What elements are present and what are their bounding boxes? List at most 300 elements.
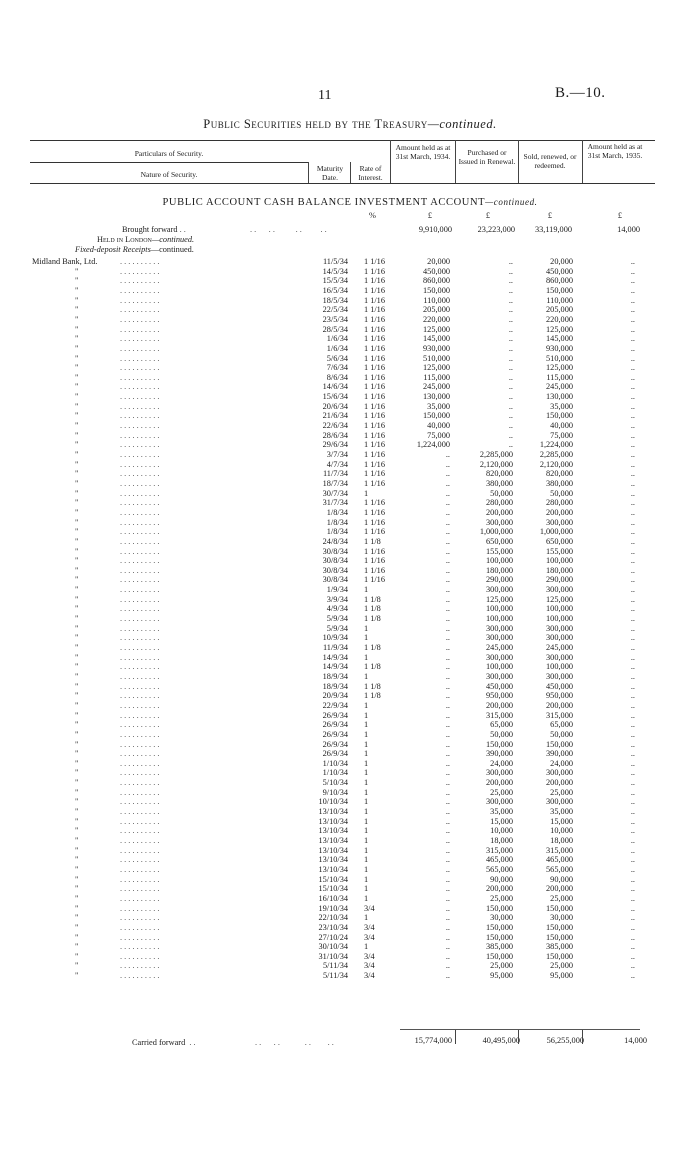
row-purchased: ..	[508, 324, 513, 334]
row-dot-leader: . . . . . . . . . .	[120, 932, 160, 942]
row-dot-leader: . . . . . . . . . .	[120, 614, 160, 624]
row-rate: 1 1/16	[364, 266, 385, 276]
row-dot-leader: . . . . . . . . . .	[120, 787, 160, 797]
row-held-1934: ..	[445, 836, 450, 845]
row-dot-leader: . . . . . . . . . .	[120, 855, 160, 865]
row-rate: 1	[364, 836, 369, 845]
row-held-1935: ..	[630, 951, 635, 961]
row-held-1935: ..	[630, 295, 635, 305]
row-dot-leader: . . . . . . . . . .	[120, 585, 160, 595]
row-holder-ditto: "	[75, 778, 79, 788]
row-purchased: 650,000	[486, 536, 513, 546]
row-held-1935: ..	[630, 604, 635, 614]
row-held-1935: ..	[630, 305, 635, 315]
row-sold: 300,000	[546, 652, 573, 662]
row-maturity-date: 1/6/34	[326, 334, 348, 344]
row-holder-ditto: "	[75, 295, 79, 305]
row-held-1934: ..	[445, 749, 450, 759]
row-purchased: ..	[508, 343, 513, 353]
row-rate: 1 1/16	[364, 440, 385, 450]
row-held-1935: ..	[630, 536, 635, 546]
row-maturity-date: 14/5/34	[322, 266, 348, 276]
row-rate: 1	[364, 893, 369, 903]
row-holder-ditto: "	[75, 363, 79, 373]
header-bottom-rule	[30, 183, 655, 184]
carried-forward-label: Carried forward . .	[132, 1038, 196, 1047]
row-purchased: ..	[508, 266, 513, 276]
row-purchased: 300,000	[486, 652, 513, 662]
row-dot-leader: . . . . . . . . . .	[120, 874, 160, 884]
row-dot-leader: . . . . . . . . . .	[120, 575, 160, 585]
row-holder-ditto: "	[75, 392, 79, 402]
row-sold: 200,000	[546, 507, 573, 517]
row-purchased: 300,000	[486, 671, 513, 681]
row-sold: 125,000	[546, 324, 573, 334]
row-purchased: 465,000	[486, 855, 513, 865]
row-sold: 385,000	[546, 942, 573, 952]
row-purchased: 385,000	[486, 942, 513, 952]
row-rate: 1 1/16	[364, 276, 385, 286]
row-maturity-date: 28/5/34	[322, 324, 348, 334]
row-held-1934: ..	[445, 507, 450, 517]
row-rate: 3/4	[364, 903, 375, 913]
header-divider-5	[518, 140, 519, 183]
row-rate: 1 1/16	[364, 285, 385, 295]
row-held-1934: ..	[445, 710, 450, 720]
row-rate: 3/4	[364, 922, 375, 932]
row-sold: 200,000	[546, 884, 573, 894]
row-rate: 1	[364, 787, 369, 797]
row-held-1934: 145,000	[423, 334, 450, 344]
row-held-1935: ..	[630, 922, 635, 932]
row-sold: 820,000	[546, 469, 573, 479]
row-sold: 220,000	[546, 314, 573, 324]
row-rate: 1 1/16	[364, 459, 385, 469]
row-held-1934: 510,000	[423, 353, 450, 363]
row-held-1935: ..	[630, 276, 635, 286]
row-held-1934: ..	[445, 488, 450, 498]
row-rate: 1 1/16	[364, 353, 385, 363]
held-in-london-heading: Held in London—continued.	[97, 235, 195, 244]
row-maturity-date: 30/10/34	[318, 942, 348, 952]
row-held-1935: ..	[630, 768, 635, 778]
page-title-continued: —continued.	[427, 117, 497, 131]
row-holder-ditto: "	[75, 469, 79, 479]
row-sold: 200,000	[546, 700, 573, 710]
row-purchased: ..	[508, 382, 513, 392]
carried-forward-held-1934: 15,774,000	[414, 1036, 452, 1045]
row-sold: 300,000	[546, 585, 573, 595]
row-held-1934: ..	[445, 739, 450, 749]
row-dot-leader: . . . . . . . . . .	[120, 807, 160, 817]
row-held-1935: ..	[630, 864, 635, 874]
row-held-1934: ..	[445, 633, 450, 643]
row-holder-ditto: "	[75, 932, 79, 942]
row-dot-leader: . . . . . . . . . .	[120, 864, 160, 874]
row-holder-ditto: "	[75, 305, 79, 315]
row-dot-leader: . . . . . . . . . .	[120, 430, 160, 440]
row-maturity-date: 16/5/34	[322, 285, 348, 295]
row-rate: 1	[364, 768, 369, 778]
row-maturity-date: 1/10/34	[322, 758, 348, 768]
row-purchased: 950,000	[486, 691, 513, 701]
header-nature: Nature of Security.	[140, 170, 198, 179]
row-held-1935: ..	[630, 324, 635, 334]
row-holder-ditto: "	[75, 903, 79, 913]
row-maturity-date: 30/8/34	[322, 565, 348, 575]
row-held-1935: ..	[630, 720, 635, 730]
row-sold: 300,000	[546, 671, 573, 681]
row-held-1934: 150,000	[423, 285, 450, 295]
row-held-1935: ..	[630, 527, 635, 537]
row-held-1934: ..	[445, 758, 450, 768]
row-sold: 150,000	[546, 903, 573, 913]
row-held-1934: ..	[445, 459, 450, 469]
row-holder-ditto: "	[75, 430, 79, 440]
header-held-1934: Amount held as at 31st March, 1934.	[395, 143, 451, 161]
row-sold: 95,000	[550, 971, 573, 981]
row-purchased: 10,000	[490, 826, 513, 836]
row-holder-ditto: "	[75, 768, 79, 778]
row-held-1934: 20,000	[427, 257, 450, 266]
row-holder-ditto: "	[75, 643, 79, 652]
row-held-1934: ..	[445, 729, 450, 739]
row-holder-ditto: "	[75, 285, 79, 295]
row-purchased: 200,000	[486, 700, 513, 710]
row-held-1934: ..	[445, 720, 450, 730]
row-holder-ditto: "	[75, 942, 79, 952]
row-holder-ditto: "	[75, 807, 79, 817]
row-holder-ditto: "	[75, 517, 79, 527]
row-sold: 20,000	[550, 257, 573, 266]
row-held-1935: ..	[630, 691, 635, 701]
row-sold: 300,000	[546, 768, 573, 778]
row-maturity-date: 30/7/34	[322, 488, 348, 498]
row-purchased: 100,000	[486, 662, 513, 672]
row-sold: 10,000	[550, 826, 573, 836]
row-rate: 1 1/16	[364, 257, 385, 266]
row-held-1935: ..	[630, 343, 635, 353]
row-holder-name: Midland Bank, Ltd.	[32, 257, 98, 266]
row-maturity-date: 13/10/34	[318, 826, 348, 836]
row-maturity-date: 3/9/34	[326, 594, 348, 604]
row-purchased: ..	[508, 411, 513, 421]
row-purchased: 2,120,000	[479, 459, 513, 469]
row-holder-ditto: "	[75, 353, 79, 363]
page-reference: B.—10.	[555, 85, 606, 101]
row-held-1934: 35,000	[427, 401, 450, 411]
row-rate: 1 1/16	[364, 450, 385, 459]
row-dot-leader: . . . . . . . . . .	[120, 942, 160, 952]
header-top-rule	[30, 140, 655, 141]
row-maturity-date: 15/10/34	[318, 884, 348, 894]
row-rate: 1	[364, 729, 369, 739]
row-purchased: 25,000	[490, 961, 513, 971]
row-dot-leader: . . . . . . . . . .	[120, 749, 160, 759]
row-holder-ditto: "	[75, 874, 79, 884]
row-held-1934: 130,000	[423, 392, 450, 402]
row-dot-leader: . . . . . . . . . .	[120, 565, 160, 575]
row-maturity-date: 8/6/34	[326, 372, 348, 382]
row-sold: 510,000	[546, 353, 573, 363]
row-held-1934: ..	[445, 594, 450, 604]
row-maturity-date: 5/9/34	[326, 623, 348, 633]
row-sold: 90,000	[550, 874, 573, 884]
row-sold: 1,224,000	[539, 440, 573, 450]
row-rate: 1	[364, 488, 369, 498]
row-sold: 300,000	[546, 517, 573, 527]
row-sold: 110,000	[546, 295, 573, 305]
row-dot-leader: . . . . . . . . . .	[120, 353, 160, 363]
row-rate: 3/4	[364, 932, 375, 942]
row-held-1935: ..	[630, 430, 635, 440]
row-dot-leader: . . . . . . . . . .	[120, 507, 160, 517]
row-purchased: 95,000	[490, 971, 513, 981]
row-rate: 1	[364, 700, 369, 710]
row-holder-ditto: "	[75, 527, 79, 537]
row-sold: 150,000	[546, 411, 573, 421]
row-holder-ditto: "	[75, 913, 79, 923]
row-held-1935: ..	[630, 836, 635, 845]
row-sold: 100,000	[546, 614, 573, 624]
row-dot-leader: . . . . . . . . . .	[120, 778, 160, 788]
header-purchased: Purchased or Issued in Renewal.	[458, 148, 516, 166]
row-maturity-date: 13/10/34	[318, 864, 348, 874]
row-sold: 150,000	[546, 739, 573, 749]
row-holder-ditto: "	[75, 710, 79, 720]
row-held-1935: ..	[630, 874, 635, 884]
row-purchased: 15,000	[490, 816, 513, 826]
row-held-1934: ..	[445, 604, 450, 614]
row-purchased: ..	[508, 401, 513, 411]
row-holder-ditto: "	[75, 556, 79, 566]
row-dot-leader: . . . . . . . . . .	[120, 710, 160, 720]
row-sold: 150,000	[546, 922, 573, 932]
row-held-1934: ..	[445, 450, 450, 459]
row-sold: 25,000	[550, 893, 573, 903]
row-sold: 125,000	[546, 594, 573, 604]
row-dot-leader: . . . . . . . . . .	[120, 459, 160, 469]
row-dot-leader: . . . . . . . . . .	[120, 671, 160, 681]
section-title	[0, 197, 700, 208]
row-held-1934: ..	[445, 614, 450, 624]
row-holder-ditto: "	[75, 266, 79, 276]
row-maturity-date: 14/6/34	[322, 382, 348, 392]
row-dot-leader: . . . . . . . . . .	[120, 478, 160, 488]
row-held-1935: ..	[630, 855, 635, 865]
page-title	[0, 117, 700, 132]
row-rate: 1 1/8	[364, 643, 381, 652]
row-holder-ditto: "	[75, 546, 79, 556]
row-dot-leader: . . . . . . . . . .	[120, 826, 160, 836]
row-held-1935: ..	[630, 787, 635, 797]
brought-forward-purchased: 23,223,000	[477, 225, 515, 234]
row-held-1934: 125,000	[423, 363, 450, 373]
row-held-1934: ..	[445, 517, 450, 527]
row-holder-ditto: "	[75, 826, 79, 836]
header-held-1935: Amount held as at 31st March, 1935.	[587, 142, 643, 160]
row-rate: 1	[364, 623, 369, 633]
row-dot-leader: . . . . . . . . . .	[120, 266, 160, 276]
row-sold: 205,000	[546, 305, 573, 315]
row-purchased: 300,000	[486, 633, 513, 643]
row-sold: 100,000	[546, 556, 573, 566]
row-purchased: 245,000	[486, 643, 513, 652]
row-purchased: 180,000	[486, 565, 513, 575]
row-held-1934: 115,000	[423, 372, 450, 382]
row-rate: 1	[364, 758, 369, 768]
row-held-1935: ..	[630, 266, 635, 276]
row-rate: 1	[364, 710, 369, 720]
row-holder-ditto: "	[75, 585, 79, 595]
page-number: 11	[318, 88, 332, 103]
row-maturity-date: 18/5/34	[322, 295, 348, 305]
row-sold: 465,000	[546, 855, 573, 865]
row-purchased: 25,000	[490, 893, 513, 903]
row-holder-ditto: "	[75, 334, 79, 344]
row-rate: 1	[364, 633, 369, 643]
row-holder-ditto: "	[75, 565, 79, 575]
row-sold: 65,000	[550, 720, 573, 730]
row-sold: 130,000	[546, 392, 573, 402]
row-held-1934: ..	[445, 797, 450, 807]
row-dot-leader: . . . . . . . . . .	[120, 498, 160, 508]
row-holder-ditto: "	[75, 971, 79, 981]
row-maturity-date: 20/9/34	[322, 691, 348, 701]
row-held-1934: ..	[445, 913, 450, 923]
unit-purchased: £	[485, 211, 491, 220]
row-holder-ditto: "	[75, 450, 79, 459]
row-purchased: 150,000	[486, 739, 513, 749]
row-held-1935: ..	[630, 971, 635, 981]
row-holder-ditto: "	[75, 401, 79, 411]
row-holder-ditto: "	[75, 276, 79, 286]
row-sold: 390,000	[546, 749, 573, 759]
row-maturity-date: 22/10/34	[318, 913, 348, 923]
row-holder-ditto: "	[75, 816, 79, 826]
row-purchased: 300,000	[486, 517, 513, 527]
row-maturity-date: 15/6/34	[322, 392, 348, 402]
row-held-1935: ..	[630, 498, 635, 508]
row-dot-leader: . . . . . . . . . .	[120, 295, 160, 305]
row-holder-ditto: "	[75, 787, 79, 797]
row-purchased: 315,000	[486, 845, 513, 855]
row-holder-ditto: "	[75, 951, 79, 961]
row-held-1934: ..	[445, 826, 450, 836]
row-maturity-date: 5/9/34	[326, 614, 348, 624]
row-sold: 15,000	[550, 816, 573, 826]
row-dot-leader: . . . . . . . . . .	[120, 421, 160, 431]
row-maturity-date: 29/6/34	[322, 440, 348, 450]
total-divider-1	[455, 1030, 456, 1044]
row-holder-ditto: "	[75, 662, 79, 672]
row-rate: 1	[364, 826, 369, 836]
row-dot-leader: . . . . . . . . . .	[120, 334, 160, 344]
row-holder-ditto: "	[75, 671, 79, 681]
row-purchased: 155,000	[486, 546, 513, 556]
row-maturity-date: 14/9/34	[322, 662, 348, 672]
row-held-1935: ..	[630, 392, 635, 402]
row-held-1935: ..	[630, 478, 635, 488]
row-rate: 1	[364, 585, 369, 595]
row-held-1934: 930,000	[423, 343, 450, 353]
row-sold: 1,000,000	[539, 527, 573, 537]
row-dot-leader: . . . . . . . . . .	[120, 372, 160, 382]
row-purchased: 125,000	[486, 594, 513, 604]
row-dot-leader: . . . . . . . . . .	[120, 845, 160, 855]
row-dot-leader: . . . . . . . . . .	[120, 681, 160, 691]
header-sold: Sold, renewed, or redeemed.	[523, 152, 577, 170]
row-held-1934: ..	[445, 623, 450, 633]
row-rate: 1	[364, 942, 369, 952]
row-held-1935: ..	[630, 546, 635, 556]
row-purchased: 100,000	[486, 604, 513, 614]
row-held-1935: ..	[630, 807, 635, 817]
row-held-1934: ..	[445, 807, 450, 817]
row-holder-ditto: "	[75, 797, 79, 807]
row-maturity-date: 31/10/34	[318, 951, 348, 961]
row-sold: 155,000	[546, 546, 573, 556]
row-sold: 300,000	[546, 623, 573, 633]
row-sold: 35,000	[550, 401, 573, 411]
row-purchased: 150,000	[486, 922, 513, 932]
row-sold: 930,000	[546, 343, 573, 353]
row-purchased: 1,000,000	[479, 527, 513, 537]
row-rate: 1 1/16	[364, 575, 385, 585]
row-rate: 1	[364, 749, 369, 759]
row-rate: 1	[364, 671, 369, 681]
row-maturity-date: 13/10/34	[318, 807, 348, 817]
row-dot-leader: . . . . . . . . . .	[120, 594, 160, 604]
row-held-1935: ..	[630, 758, 635, 768]
row-dot-leader: . . . . . . . . . .	[120, 971, 160, 981]
header-divider-3	[390, 140, 391, 183]
row-rate: 1 1/8	[364, 604, 381, 614]
row-dot-leader: . . . . . . . . . .	[120, 257, 160, 266]
row-purchased: ..	[508, 295, 513, 305]
row-maturity-date: 26/9/34	[322, 729, 348, 739]
row-dot-leader: . . . . . . . . . .	[120, 893, 160, 903]
carried-forward-leader: . . . . . . . .	[255, 1038, 334, 1047]
row-held-1935: ..	[630, 382, 635, 392]
row-maturity-date: 13/10/34	[318, 836, 348, 845]
row-maturity-date: 13/10/34	[318, 845, 348, 855]
row-held-1934: 75,000	[427, 430, 450, 440]
row-maturity-date: 18/7/34	[322, 478, 348, 488]
row-held-1934: 125,000	[423, 324, 450, 334]
row-rate: 1 1/16	[364, 430, 385, 440]
row-purchased: 30,000	[490, 913, 513, 923]
row-holder-ditto: "	[75, 864, 79, 874]
row-dot-leader: . . . . . . . . . .	[120, 700, 160, 710]
row-sold: 450,000	[546, 266, 573, 276]
row-held-1935: ..	[630, 913, 635, 923]
row-held-1934: 220,000	[423, 314, 450, 324]
row-held-1934: ..	[445, 652, 450, 662]
row-held-1934: ..	[445, 662, 450, 672]
carried-forward-held-1935: 14,000	[624, 1036, 647, 1045]
row-dot-leader: . . . . . . . . . .	[120, 903, 160, 913]
row-held-1935: ..	[630, 594, 635, 604]
fixed-deposit-heading: Fixed-deposit Receipts—continued.	[75, 245, 194, 254]
row-holder-ditto: "	[75, 594, 79, 604]
row-dot-leader: . . . . . . . . . .	[120, 652, 160, 662]
row-held-1935: ..	[630, 488, 635, 498]
row-maturity-date: 13/10/34	[318, 816, 348, 826]
row-dot-leader: . . . . . . . . . .	[120, 450, 160, 459]
row-holder-ditto: "	[75, 488, 79, 498]
row-sold: 125,000	[546, 363, 573, 373]
